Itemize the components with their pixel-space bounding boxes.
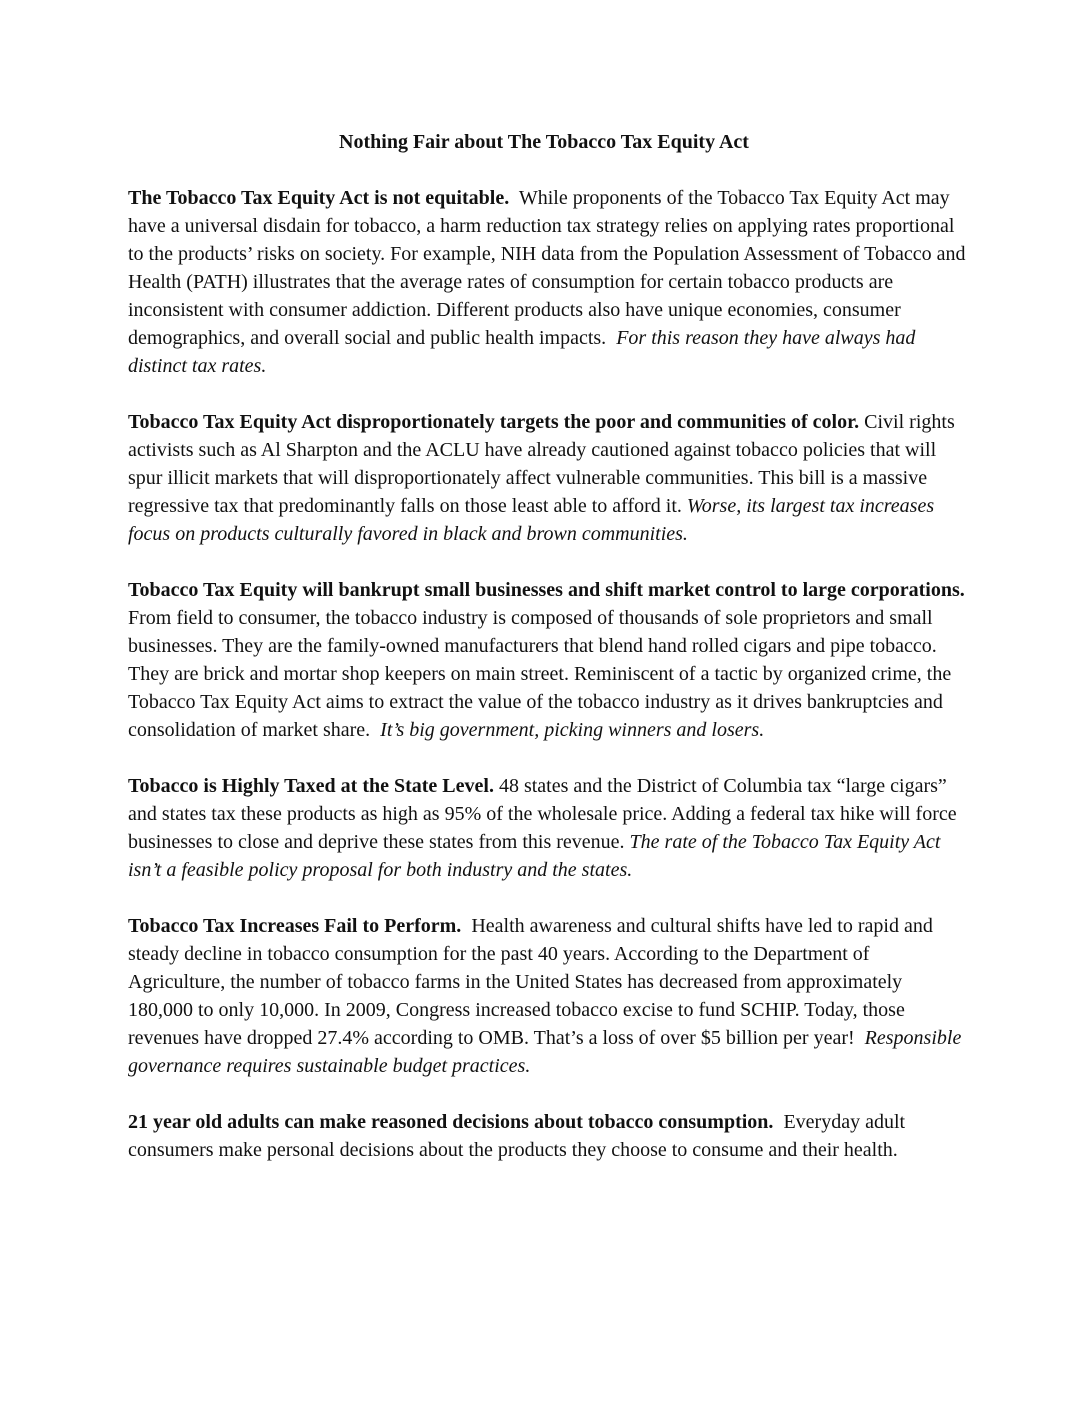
document-body (128, 184, 970, 1192)
paragraph-communities (128, 408, 970, 548)
paragraph-text: Health awareness and cultural shifts have led to rapid and steady decline in tobacco consumption for the past 40 years. According to the Department of Agriculture, the number of tobacco farms in the United States has decreased from approximately 180,000 to only 10,000. In 2009, Congress increased tobacco excise to fund SCHIP. Today, those revenues have dropped 27.4% according to OMB. That’s a loss of over $5 billion per year! (128, 915, 933, 1049)
paragraph-heading: Tobacco Tax Equity Act disproportionately targets the poor and communities of color. (128, 411, 860, 433)
paragraph-tax-performance (128, 912, 970, 1080)
paragraph-text: Everyday adult consumers make personal decisions about the products they choose to consume and their health. (128, 1111, 906, 1161)
paragraph-conclusion: The rate of the Tobacco Tax Equity Act isn’t a feasible policy proposal for both industry and the states. (128, 831, 941, 881)
paragraph-equity (128, 184, 970, 380)
document-title: Nothing Fair about The Tobacco Tax Equity Act (339, 131, 749, 153)
paragraph-conclusion: Worse, its largest tax increases focus on products culturally favored in black and brown communities. (128, 495, 935, 545)
paragraph-text: 48 states and the District of Columbia tax “large cigars” and states tax these products as high as 95% of the wholesale price. Adding a federal tax hike will force businesses to close and deprive these states from this revenue. (128, 775, 957, 853)
paragraph-conclusion: For this reason they have always had distinct tax rates. (128, 327, 916, 377)
paragraph-conclusion: Responsible governance requires sustainable budget practices. (128, 1027, 962, 1077)
paragraph-small-business (128, 576, 970, 744)
paragraph-text: From field to consumer, the tobacco industry is composed of thousands of sole proprietors and small businesses. They are the family-owned manufacturers that blend hand rolled cigars and pipe tobacco. They are brick and mortar shop keepers on main street. Reminiscent of a tactic by organized crime, the Tobacco Tax Equity Act aims to extract the value of the tobacco industry as it drives bankruptcies and consolidation of market share. (128, 607, 952, 741)
paragraph-heading: Tobacco Tax Equity will bankrupt small businesses and shift market control to large corporations. (128, 579, 965, 601)
paragraph-heading: Tobacco is Highly Taxed at the State Level. (128, 775, 494, 797)
paragraph-heading: Tobacco Tax Increases Fail to Perform. (128, 915, 462, 937)
paragraph-adult-decisions (128, 1108, 970, 1164)
paragraph-conclusion: It’s big government, picking winners and losers. (380, 719, 765, 741)
paragraph-text: While proponents of the Tobacco Tax Equity Act may have a universal disdain for tobacco, a harm reduction tax strategy relies on applying rates proportional to the products’ risks on society. For example, NIH data from the Population Assessment of Tobacco and Health (PATH) illustrates that the average rates of consumption for certain tobacco products are inconsistent with consumer addiction. Different products also have unique economies, consumer demographics, and overall social and public health impacts. (128, 187, 966, 349)
paragraph-heading: The Tobacco Tax Equity Act is not equitable. (128, 187, 510, 209)
paragraph-state-taxes (128, 772, 970, 884)
paragraph-heading: 21 year old adults can make reasoned decisions about tobacco consumption. (128, 1111, 774, 1133)
paragraph-text: Civil rights activists such as Al Sharpton and the ACLU have already cautioned against tobacco policies that will spur illicit markets that will disproportionately affect vulnerable communities. This bill is a massive regressive tax that predominantly falls on those least able to afford it. (128, 411, 955, 517)
